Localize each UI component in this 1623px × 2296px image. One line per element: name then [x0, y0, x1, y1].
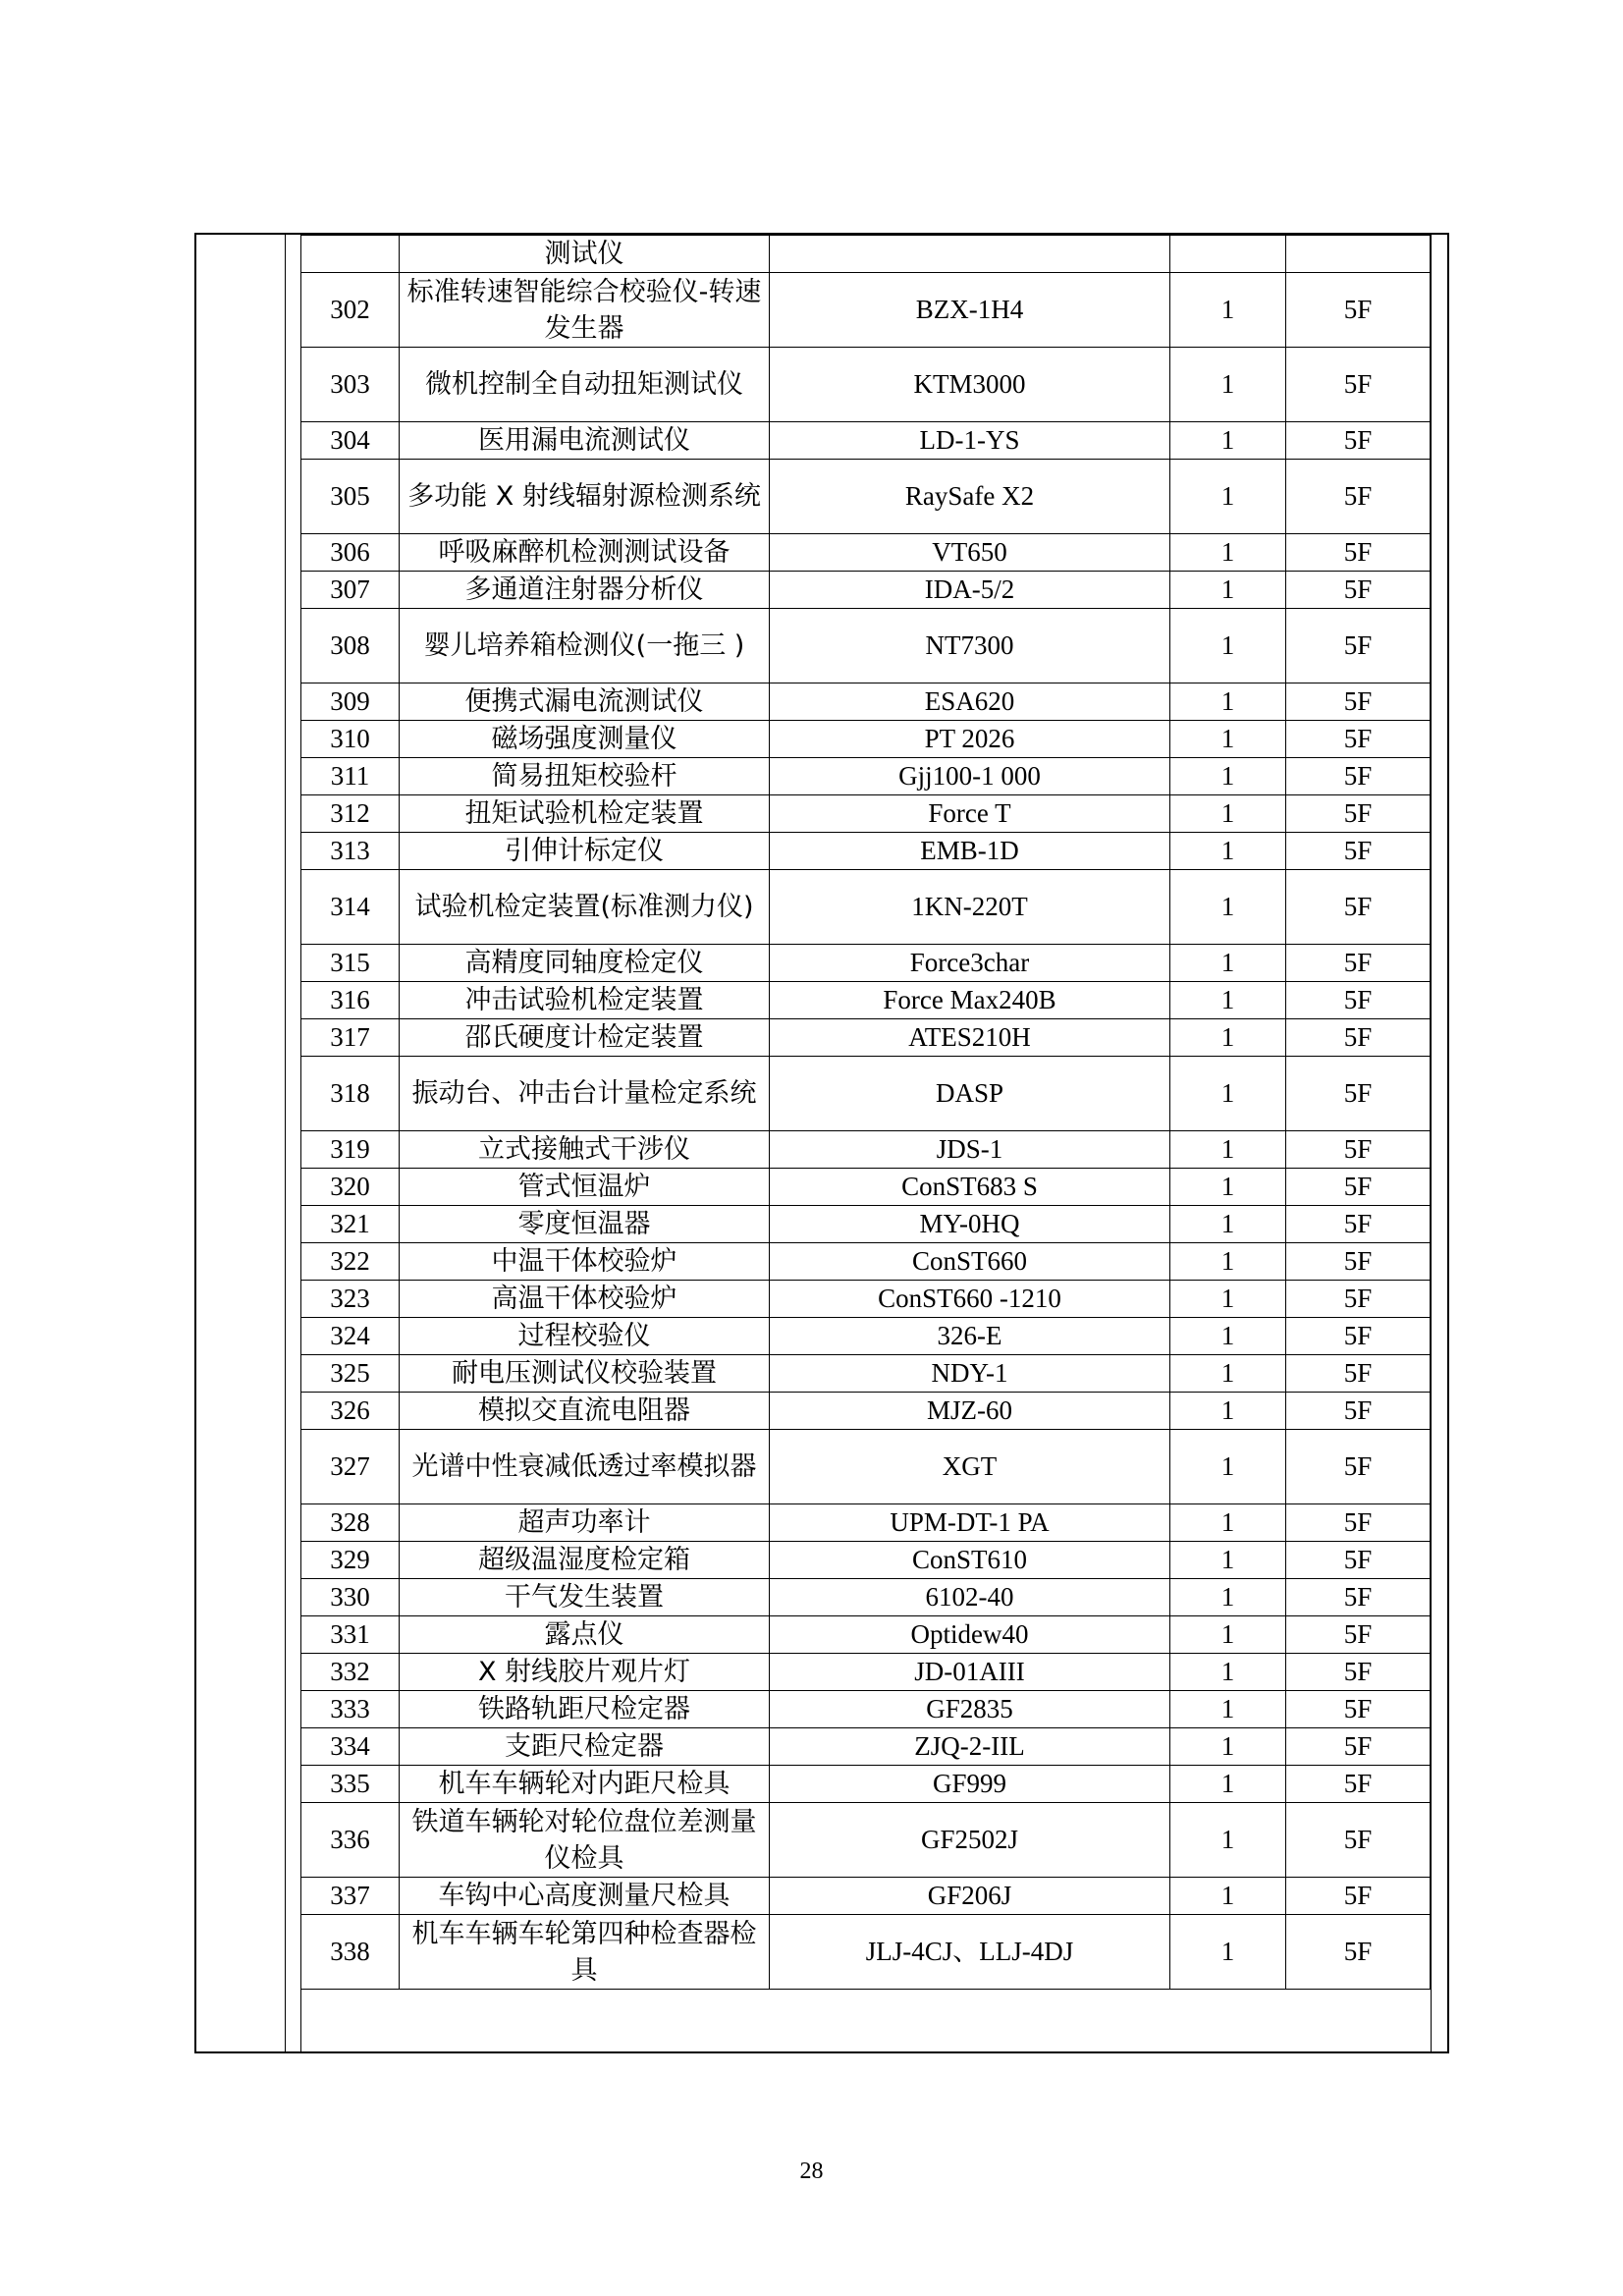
item-number: 306 [301, 534, 400, 572]
model-number: 1KN-220T [770, 870, 1170, 945]
quantity: 1 [1170, 1206, 1286, 1243]
quantity: 1 [1170, 1393, 1286, 1430]
table-row [301, 1654, 1431, 1691]
item-number: 335 [301, 1766, 400, 1803]
item-number: 314 [301, 870, 400, 945]
model-number: PT 2026 [770, 721, 1170, 758]
equipment-name: 邵氏硬度计检定装置 [400, 1019, 770, 1057]
item-number: 319 [301, 1131, 400, 1169]
item-number: 310 [301, 721, 400, 758]
floor-location: 5F [1286, 683, 1431, 721]
model-number: Force Max240B [770, 982, 1170, 1019]
model-number: LD-1-YS [770, 422, 1170, 460]
table-row [301, 870, 1431, 945]
quantity: 1 [1170, 1579, 1286, 1616]
model-number: GF999 [770, 1766, 1170, 1803]
floor-location: 5F [1286, 1691, 1431, 1728]
floor-location: 5F [1286, 833, 1431, 870]
equipment-name: 高温干体校验炉 [400, 1281, 770, 1318]
floor-location: 5F [1286, 1393, 1431, 1430]
model-number: JDS-1 [770, 1131, 1170, 1169]
table-row [301, 982, 1431, 1019]
equipment-name: 高精度同轴度检定仪 [400, 945, 770, 982]
model-number: ConST683 S [770, 1169, 1170, 1206]
model-number: GF2502J [770, 1803, 1170, 1878]
model-number: NT7300 [770, 609, 1170, 683]
quantity: 1 [1170, 1691, 1286, 1728]
table-row [301, 683, 1431, 721]
quantity: 1 [1170, 945, 1286, 982]
item-number: 334 [301, 1728, 400, 1766]
table-row [301, 1803, 1431, 1878]
floor-location: 5F [1286, 758, 1431, 795]
floor-location: 5F [1286, 1915, 1431, 1990]
quantity: 1 [1170, 1542, 1286, 1579]
quantity: 1 [1170, 1878, 1286, 1915]
floor-location: 5F [1286, 534, 1431, 572]
model-number: Optidew40 [770, 1616, 1170, 1654]
equipment-name: 多功能 X 射线辐射源检测系统 [400, 460, 770, 534]
equipment-name: 机车车辆轮对内距尺检具 [400, 1766, 770, 1803]
floor-location: 5F [1286, 1430, 1431, 1504]
quantity: 1 [1170, 1019, 1286, 1057]
quantity: 1 [1170, 1169, 1286, 1206]
model-number: KTM3000 [770, 348, 1170, 422]
table-row [301, 1766, 1431, 1803]
floor-location: 5F [1286, 1131, 1431, 1169]
table-row [301, 236, 1431, 273]
item-number: 309 [301, 683, 400, 721]
item-number: 320 [301, 1169, 400, 1206]
equipment-name: 光谱中性衰减低透过率模拟器 [400, 1430, 770, 1504]
floor-location [1286, 236, 1431, 273]
item-number: 316 [301, 982, 400, 1019]
floor-location: 5F [1286, 870, 1431, 945]
item-number: 333 [301, 1691, 400, 1728]
floor-location: 5F [1286, 1542, 1431, 1579]
table-row [301, 945, 1431, 982]
floor-location: 5F [1286, 422, 1431, 460]
item-number: 325 [301, 1355, 400, 1393]
equipment-name: 铁路轨距尺检定器 [400, 1691, 770, 1728]
item-number: 304 [301, 422, 400, 460]
equipment-name: 超级温湿度检定箱 [400, 1542, 770, 1579]
quantity: 1 [1170, 1616, 1286, 1654]
equipment-name: 测试仪 [400, 236, 770, 273]
item-number: 315 [301, 945, 400, 982]
quantity: 1 [1170, 534, 1286, 572]
floor-location: 5F [1286, 572, 1431, 609]
floor-location: 5F [1286, 1169, 1431, 1206]
table-row [301, 1131, 1431, 1169]
model-number: DASP [770, 1057, 1170, 1131]
equipment-name: 婴儿培养箱检测仪(一拖三 ) [400, 609, 770, 683]
floor-location: 5F [1286, 1654, 1431, 1691]
equipment-name: 扭矩试验机检定装置 [400, 795, 770, 833]
table-row [301, 460, 1431, 534]
floor-location: 5F [1286, 1878, 1431, 1915]
quantity: 1 [1170, 1131, 1286, 1169]
quantity: 1 [1170, 683, 1286, 721]
floor-location: 5F [1286, 1206, 1431, 1243]
table-row [301, 1243, 1431, 1281]
model-number: ZJQ-2-IIL [770, 1728, 1170, 1766]
equipment-name: 超声功率计 [400, 1504, 770, 1542]
quantity: 1 [1170, 1728, 1286, 1766]
item-number: 338 [301, 1915, 400, 1990]
equipment-name: 中温干体校验炉 [400, 1243, 770, 1281]
equipment-name: 多通道注射器分析仪 [400, 572, 770, 609]
quantity: 1 [1170, 273, 1286, 348]
table-row [301, 1691, 1431, 1728]
table-row [301, 273, 1431, 348]
quantity: 1 [1170, 870, 1286, 945]
model-number: EMB-1D [770, 833, 1170, 870]
floor-location: 5F [1286, 1728, 1431, 1766]
table-row [301, 1318, 1431, 1355]
quantity: 1 [1170, 1243, 1286, 1281]
floor-location: 5F [1286, 460, 1431, 534]
model-number [770, 236, 1170, 273]
equipment-name: 医用漏电流测试仪 [400, 422, 770, 460]
equipment-name: 支距尺检定器 [400, 1728, 770, 1766]
equipment-name: 铁道车辆轮对轮位盘位差测量仪检具 [400, 1803, 770, 1878]
quantity: 1 [1170, 1766, 1286, 1803]
model-number: MY-0HQ [770, 1206, 1170, 1243]
equipment-name: 模拟交直流电阻器 [400, 1393, 770, 1430]
quantity: 1 [1170, 795, 1286, 833]
quantity: 1 [1170, 1803, 1286, 1878]
equipment-name: 立式接触式干涉仪 [400, 1131, 770, 1169]
floor-location: 5F [1286, 1504, 1431, 1542]
item-number: 330 [301, 1579, 400, 1616]
item-number: 337 [301, 1878, 400, 1915]
model-number: UPM-DT-1 PA [770, 1504, 1170, 1542]
equipment-name: 便携式漏电流测试仪 [400, 683, 770, 721]
quantity: 1 [1170, 1281, 1286, 1318]
floor-location: 5F [1286, 1579, 1431, 1616]
quantity: 1 [1170, 1504, 1286, 1542]
item-number: 312 [301, 795, 400, 833]
table-row [301, 1057, 1431, 1131]
model-number: GF206J [770, 1878, 1170, 1915]
equipment-name: 冲击试验机检定装置 [400, 982, 770, 1019]
quantity: 1 [1170, 758, 1286, 795]
table-row [301, 1430, 1431, 1504]
equipment-table [300, 235, 1431, 1990]
item-number: 303 [301, 348, 400, 422]
table-row [301, 1019, 1431, 1057]
model-number: Force T [770, 795, 1170, 833]
table-row [301, 1504, 1431, 1542]
quantity: 1 [1170, 982, 1286, 1019]
table-row [301, 1728, 1431, 1766]
table-row [301, 758, 1431, 795]
item-number: 305 [301, 460, 400, 534]
equipment-name: 零度恒温器 [400, 1206, 770, 1243]
equipment-name: X 射线胶片观片灯 [400, 1654, 770, 1691]
model-number: ATES210H [770, 1019, 1170, 1057]
table-row [301, 1542, 1431, 1579]
equipment-name: 呼吸麻醉机检测测试设备 [400, 534, 770, 572]
equipment-name: 微机控制全自动扭矩测试仪 [400, 348, 770, 422]
equipment-name: 过程校验仪 [400, 1318, 770, 1355]
table-row [301, 609, 1431, 683]
quantity: 1 [1170, 1430, 1286, 1504]
column-divider [285, 233, 286, 2053]
floor-location: 5F [1286, 945, 1431, 982]
item-number: 321 [301, 1206, 400, 1243]
item-number [301, 236, 400, 273]
model-number: ConST660 [770, 1243, 1170, 1281]
model-number: MJZ-60 [770, 1393, 1170, 1430]
equipment-name: 标准转速智能综合校验仪-转速发生器 [400, 273, 770, 348]
floor-location: 5F [1286, 1803, 1431, 1878]
table-row [301, 1206, 1431, 1243]
quantity: 1 [1170, 348, 1286, 422]
model-number: Gjj100-1 000 [770, 758, 1170, 795]
item-number: 323 [301, 1281, 400, 1318]
item-number: 336 [301, 1803, 400, 1878]
floor-location: 5F [1286, 273, 1431, 348]
quantity [1170, 236, 1286, 273]
floor-location: 5F [1286, 982, 1431, 1019]
equipment-name: 机车车辆车轮第四种检查器检具 [400, 1915, 770, 1990]
quantity: 1 [1170, 460, 1286, 534]
quantity: 1 [1170, 572, 1286, 609]
quantity: 1 [1170, 1057, 1286, 1131]
equipment-name: 干气发生装置 [400, 1579, 770, 1616]
equipment-name: 简易扭矩校验杆 [400, 758, 770, 795]
quantity: 1 [1170, 1654, 1286, 1691]
item-number: 302 [301, 273, 400, 348]
table-row [301, 1915, 1431, 1990]
model-number: 6102-40 [770, 1579, 1170, 1616]
model-number: XGT [770, 1430, 1170, 1504]
item-number: 331 [301, 1616, 400, 1654]
item-number: 311 [301, 758, 400, 795]
equipment-name: 车钩中心高度测量尺检具 [400, 1878, 770, 1915]
page-number: 28 [799, 2159, 824, 2184]
table-row [301, 572, 1431, 609]
quantity: 1 [1170, 721, 1286, 758]
floor-location: 5F [1286, 1766, 1431, 1803]
equipment-name: 露点仪 [400, 1616, 770, 1654]
item-number: 322 [301, 1243, 400, 1281]
floor-location: 5F [1286, 1019, 1431, 1057]
equipment-name: 管式恒温炉 [400, 1169, 770, 1206]
quantity: 1 [1170, 609, 1286, 683]
floor-location: 5F [1286, 1057, 1431, 1131]
floor-location: 5F [1286, 721, 1431, 758]
table-row [301, 1579, 1431, 1616]
floor-location: 5F [1286, 348, 1431, 422]
item-number: 307 [301, 572, 400, 609]
item-number: 328 [301, 1504, 400, 1542]
quantity: 1 [1170, 1355, 1286, 1393]
table-row [301, 1355, 1431, 1393]
item-number: 313 [301, 833, 400, 870]
quantity: 1 [1170, 1915, 1286, 1990]
table-row [301, 1393, 1431, 1430]
quantity: 1 [1170, 833, 1286, 870]
model-number: JD-01AIII [770, 1654, 1170, 1691]
floor-location: 5F [1286, 1243, 1431, 1281]
table-row [301, 795, 1431, 833]
equipment-name: 耐电压测试仪校验装置 [400, 1355, 770, 1393]
model-number: GF2835 [770, 1691, 1170, 1728]
item-number: 326 [301, 1393, 400, 1430]
floor-location: 5F [1286, 1355, 1431, 1393]
model-number: 326-E [770, 1318, 1170, 1355]
model-number: ConST660 -1210 [770, 1281, 1170, 1318]
model-number: IDA-5/2 [770, 572, 1170, 609]
table-row [301, 348, 1431, 422]
model-number: NDY-1 [770, 1355, 1170, 1393]
item-number: 329 [301, 1542, 400, 1579]
table-row [301, 1878, 1431, 1915]
equipment-name: 磁场强度测量仪 [400, 721, 770, 758]
table-row [301, 422, 1431, 460]
item-number: 317 [301, 1019, 400, 1057]
equipment-name: 振动台、冲击台计量检定系统 [400, 1057, 770, 1131]
item-number: 318 [301, 1057, 400, 1131]
equipment-name: 引伸计标定仪 [400, 833, 770, 870]
equipment-name: 试验机检定装置(标准测力仪) [400, 870, 770, 945]
item-number: 324 [301, 1318, 400, 1355]
table-row [301, 1169, 1431, 1206]
item-number: 332 [301, 1654, 400, 1691]
model-number: BZX-1H4 [770, 273, 1170, 348]
model-number: VT650 [770, 534, 1170, 572]
model-number: JLJ-4CJ、LLJ-4DJ [770, 1915, 1170, 1990]
item-number: 308 [301, 609, 400, 683]
quantity: 1 [1170, 1318, 1286, 1355]
item-number: 327 [301, 1430, 400, 1504]
floor-location: 5F [1286, 1281, 1431, 1318]
quantity: 1 [1170, 422, 1286, 460]
table-row [301, 721, 1431, 758]
floor-location: 5F [1286, 1318, 1431, 1355]
table-row [301, 534, 1431, 572]
table-row [301, 1616, 1431, 1654]
table-row [301, 1281, 1431, 1318]
floor-location: 5F [1286, 1616, 1431, 1654]
equipment-table-body [301, 236, 1431, 1990]
column-divider [1431, 233, 1432, 2053]
floor-location: 5F [1286, 609, 1431, 683]
model-number: ConST610 [770, 1542, 1170, 1579]
model-number: ESA620 [770, 683, 1170, 721]
floor-location: 5F [1286, 795, 1431, 833]
table-row [301, 833, 1431, 870]
model-number: Force3char [770, 945, 1170, 982]
model-number: RaySafe X2 [770, 460, 1170, 534]
